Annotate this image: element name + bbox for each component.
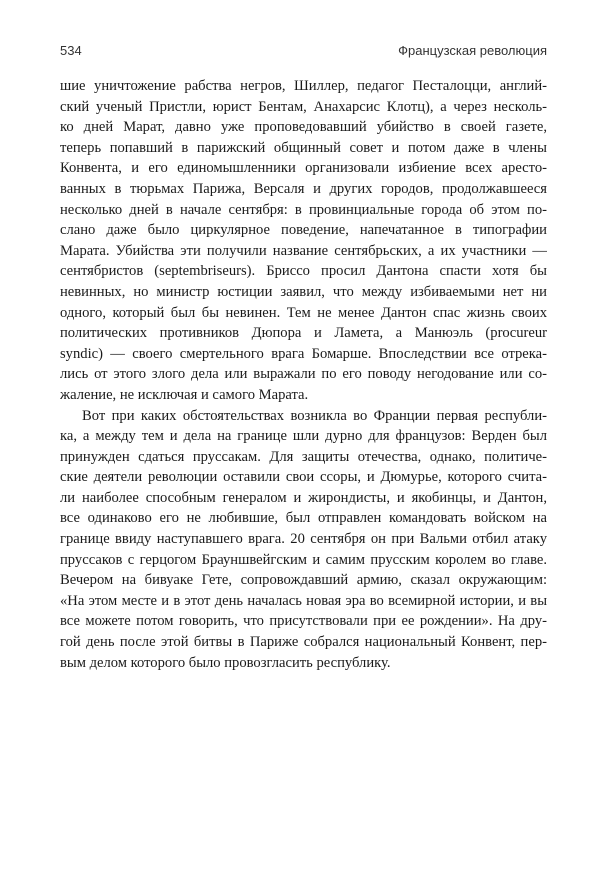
text-line: ка, а между тем и дела на границе шли дурно для французов: Верден был <box>60 428 547 445</box>
paragraph-2 <box>60 406 547 674</box>
text-line: шие уничтожение рабства негров, Шиллер, педагог Песталоцци, англий- <box>60 78 547 94</box>
text-line: «На этом месте и в этот день началась новая эра во всемирной истории, и вы <box>60 592 547 609</box>
text-line: ский ученый Пристли, юрист Бентам, Анахарсис Клотц), а через несколь- <box>60 98 547 115</box>
text-line: границе ввиду наступавшего врага. 20 сентября он при Вальми отбил атаку <box>60 531 547 548</box>
text-line: пруссаков с герцогом Брауншвейгским и самим прусским королем во главе. <box>60 551 547 568</box>
text-line: принужден сдаться пруссакам. Для защиты отечества, однако, политиче- <box>60 448 547 465</box>
running-title: Французская революция <box>398 43 547 58</box>
text-line: политических противников Дюпора и Ламета, а Манюэль (procureur <box>60 325 547 342</box>
text-line: все одинаково его не любившие, был отправлен командовать войском на <box>60 510 547 527</box>
text-line: невинных, но министр юстиции заявил, что между избиваемыми нет ни <box>60 283 547 300</box>
text-line: лись от этого злого дела или выражали по его поводу негодование или со- <box>60 366 547 383</box>
text-line: гой день после этой битвы в Париже собрался национальный Конвент, пер- <box>60 634 547 651</box>
text-line: Марата. Убийства эти получили название сентябрьских, а их участники — <box>60 242 547 259</box>
text-line: ли наиболее способным генералом и жирондисты, и якобинцы, и Дантон, <box>60 489 547 506</box>
text-line: syndic) — своего смертельного врага Бомарше. Впоследствии все отрека- <box>60 345 547 362</box>
text-line: Вот при каких обстоятельствах возникла во Франции первая республи- <box>82 407 547 424</box>
text-line: несколько дней в начале сентября: в провинциальные города об этом по- <box>60 201 547 218</box>
text-line: ко дней Марат, давно уже проповедовавший убийство в своей газете, <box>60 119 547 136</box>
text-line: все можете потом говорить, что присутствовали при ее рождении». На дру- <box>60 613 547 630</box>
text-line: Вечером на бивуаке Гете, сопровождавший армию, сказал окружающим: <box>60 572 547 589</box>
text-line: Конвента, и его единомышленники организовали избиение всех аресто- <box>60 160 547 177</box>
text-line: жаление, не исключая и самого Марата. <box>60 386 309 403</box>
body-text <box>60 76 547 673</box>
text-line: слано даже было циркулярное поведение, напечатанное в типографии <box>60 222 547 239</box>
text-line: ские деятели революции оставили свои ссоры, и Дюмурье, которого счита- <box>60 469 547 486</box>
text-line: сентябристов (septembriseurs). Бриссо просил Дантона спасти хотя бы <box>60 263 547 280</box>
text-line: вым делом которого было провозгласить республику. <box>60 654 391 671</box>
text-line: одного, который был бы невинен. Тем не менее Дантон спас жизнь своих <box>60 304 547 321</box>
text-line: теперь попавший в парижский общинный совет и потом даже в члены <box>60 139 547 156</box>
paragraph-1 <box>60 76 547 406</box>
text-line: ванных в тюрьмах Парижа, Версаля и других городов, продолжавшееся <box>60 180 547 197</box>
page-number: 534 <box>60 43 82 58</box>
